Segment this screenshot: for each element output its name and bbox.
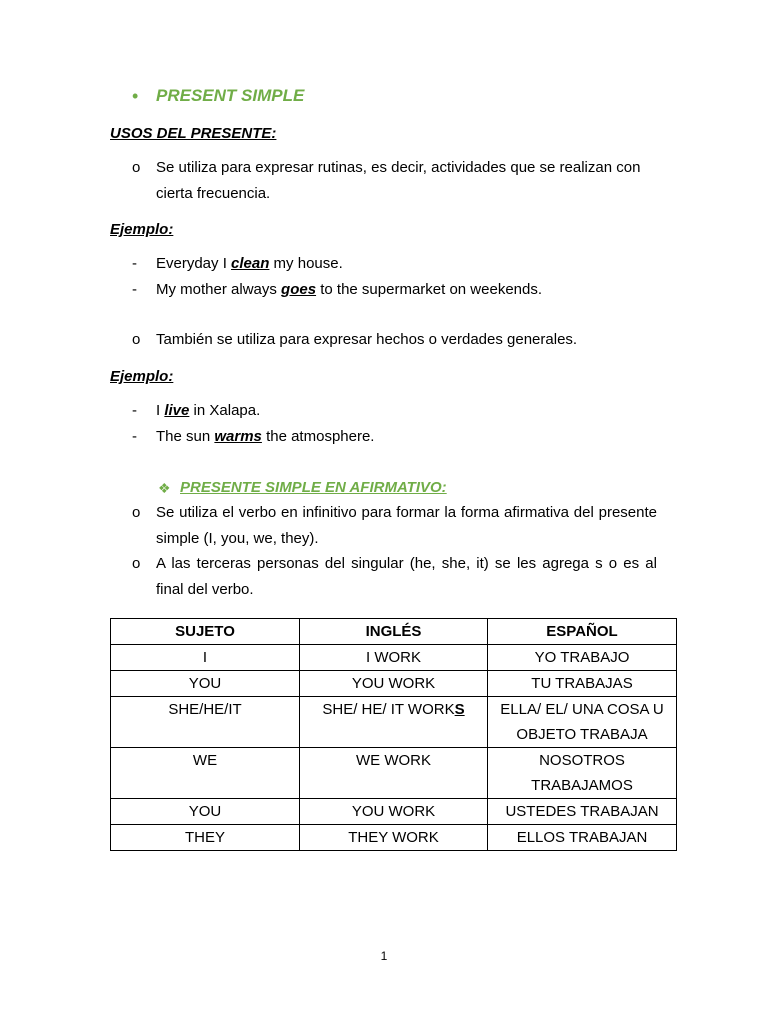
usage-1-text: Se utiliza para expresar rutinas, es decir, actividades que se realizan con cierta frecuencia. — [156, 159, 641, 202]
affirmative-point-1-text: Se utiliza el verbo en infinitivo para formar la forma afirmativa del presente simple (I, you, we, they). — [156, 504, 657, 547]
cell-ingles: THEY WORK — [300, 825, 488, 851]
cell-ingles-ending: S — [454, 701, 465, 718]
example-1-item-2 — [156, 280, 542, 300]
usage-2-marker: o — [132, 331, 141, 348]
header-sujeto: SUJETO — [111, 619, 300, 645]
example-2-heading: Ejemplo: — [110, 368, 174, 385]
cell-espanol: ELLOS TRABAJAN — [488, 825, 677, 851]
example-1-item-1-dash: - — [132, 255, 137, 272]
cell-sujeto: YOU — [111, 799, 300, 825]
table-row — [111, 697, 677, 748]
cell-ingles — [300, 697, 488, 748]
cell-espanol: TU TRABAJAS — [488, 671, 677, 697]
cell-espanol: YO TRABAJO — [488, 645, 677, 671]
usage-2-text: También se utiliza para expresar hechos o verdades generales. — [156, 331, 578, 348]
affirmative-heading: PRESENTE SIMPLE EN AFIRMATIVO: — [180, 479, 447, 496]
usage-1-marker: o — [132, 159, 141, 176]
header-ingles: INGLÉS — [300, 619, 488, 645]
table-header-row — [111, 619, 677, 645]
cell-sujeto: WE — [111, 748, 300, 799]
cell-ingles: YOU WORK — [300, 671, 488, 697]
example-2-item-2-after: the atmosphere. — [261, 428, 375, 445]
cell-ingles-stem: SHE/ HE/ IT WORK — [322, 701, 455, 718]
table-row — [111, 748, 677, 799]
cell-espanol: USTEDES TRABAJAN — [488, 799, 677, 825]
cell-sujeto: THEY — [111, 825, 300, 851]
example-1-item-2-after: to the supermarket on weekends. — [316, 281, 543, 298]
example-1-item-2-before: My mother always — [156, 281, 282, 298]
cell-ingles: YOU WORK — [300, 799, 488, 825]
title-bullet-icon: • — [132, 86, 139, 106]
cell-sujeto: SHE/HE/IT — [111, 697, 300, 748]
example-1-item-1 — [156, 254, 343, 274]
example-2-item-1-after: in Xalapa. — [189, 402, 261, 419]
example-2-item-1-verb: live — [164, 402, 190, 419]
example-2-item-2-before: The sun — [156, 428, 215, 445]
example-1-item-2-dash: - — [132, 281, 137, 298]
affirmative-point-1-marker: o — [132, 504, 141, 521]
example-1-item-1-before: Everyday I — [156, 255, 232, 272]
affirmative-point-2-text: A las terceras personas del singular (he, she, it) se les agrega s o es al final del verbo. — [156, 555, 657, 598]
diamond-bullet-icon: ❖ — [158, 480, 171, 496]
cell-sujeto: YOU — [111, 671, 300, 697]
affirmative-point-2-marker: o — [132, 555, 141, 572]
example-2-item-2 — [156, 427, 374, 447]
cell-ingles: I WORK — [300, 645, 488, 671]
cell-ingles: WE WORK — [300, 748, 488, 799]
table-row — [111, 671, 677, 697]
example-2-item-1-dash: - — [132, 402, 137, 419]
table-row — [111, 645, 677, 671]
example-1-item-1-after: my house. — [269, 255, 343, 272]
example-1-heading: Ejemplo: — [110, 221, 174, 238]
example-1-item-2-verb: goes — [281, 281, 317, 298]
conjugation-table — [110, 618, 677, 851]
table-row — [111, 799, 677, 825]
example-2-item-2-dash: - — [132, 428, 137, 445]
cell-espanol: ELLA/ EL/ UNA COSA U OBJETO TRABAJA — [488, 697, 677, 748]
example-2-item-2-verb: warms — [214, 428, 262, 445]
cell-espanol: NOSOTROS TRABAJAMOS — [488, 748, 677, 799]
usos-heading: USOS DEL PRESENTE: — [110, 125, 277, 142]
example-1-item-1-verb: clean — [231, 255, 270, 272]
page-number: 1 — [380, 949, 388, 963]
page-title: PRESENT SIMPLE — [156, 86, 305, 105]
example-2-item-1 — [156, 401, 260, 421]
table-row — [111, 825, 677, 851]
header-espanol: ESPAÑOL — [488, 619, 677, 645]
cell-sujeto: I — [111, 645, 300, 671]
example-2-item-1-before: I — [156, 402, 165, 419]
